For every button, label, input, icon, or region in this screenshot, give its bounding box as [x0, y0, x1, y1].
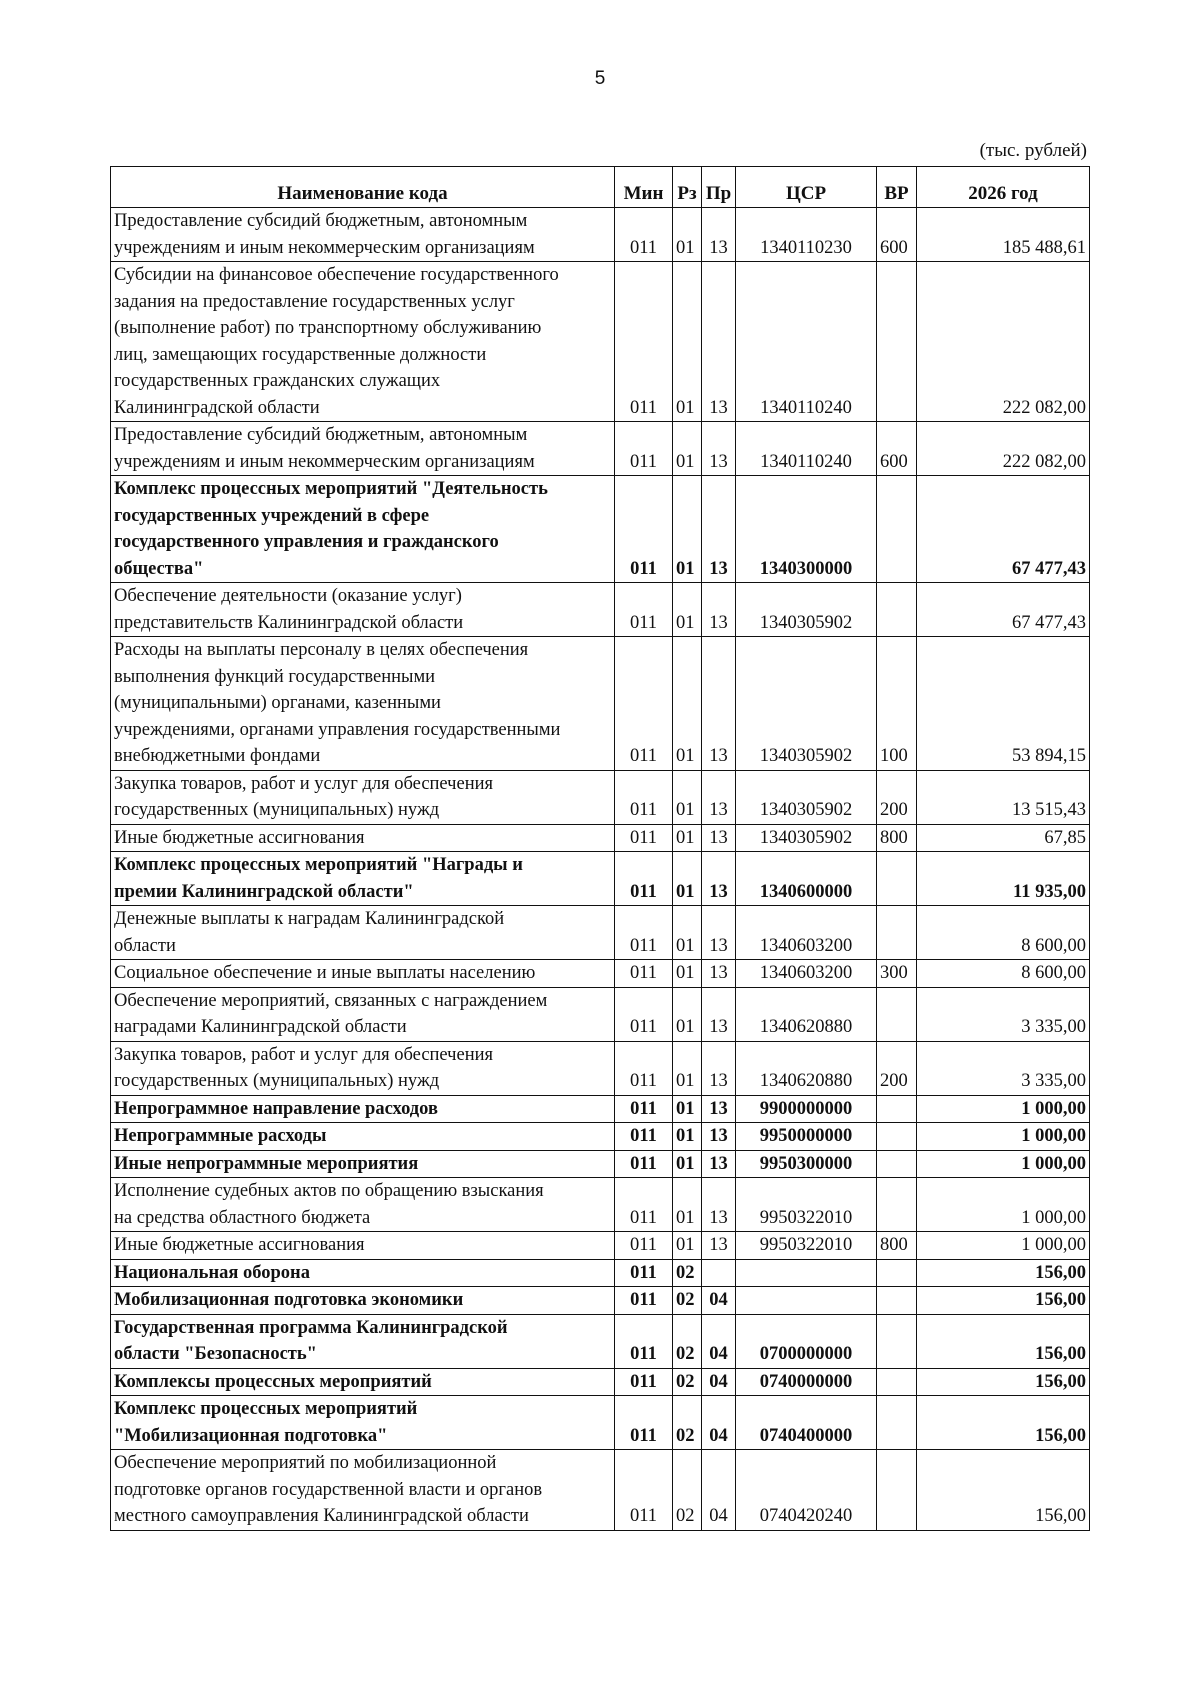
- cell-vr: 600: [877, 208, 917, 262]
- cell-sum: 156,00: [917, 1259, 1090, 1287]
- cell-vr: [877, 1259, 917, 1287]
- cell-pr: 04: [702, 1450, 736, 1531]
- units-label: (тыс. рублей): [979, 140, 1087, 161]
- cell-rz: 01: [673, 1232, 702, 1260]
- cell-sum: 3 335,00: [917, 1041, 1090, 1095]
- cell-sum: 53 894,15: [917, 637, 1090, 771]
- cell-csr: 0700000000: [736, 1314, 877, 1368]
- cell-csr: 1340110240: [736, 422, 877, 476]
- cell-vr: [877, 1150, 917, 1178]
- header-vr: ВР: [877, 167, 917, 208]
- cell-csr: 9950322010: [736, 1232, 877, 1260]
- cell-vr: [877, 852, 917, 906]
- table-row: [111, 1232, 1090, 1260]
- cell-pr: 13: [702, 987, 736, 1041]
- cell-pr: 13: [702, 583, 736, 637]
- cell-vr: [877, 906, 917, 960]
- cell-csr: 9900000000: [736, 1095, 877, 1123]
- cell-csr: 1340305902: [736, 583, 877, 637]
- cell-name: Государственная программа Калининградской области "Безопасность": [111, 1314, 615, 1368]
- cell-pr: 13: [702, 1178, 736, 1232]
- budget-table: [110, 166, 1090, 1531]
- cell-sum: 13 515,43: [917, 770, 1090, 824]
- cell-rz: 01: [673, 824, 702, 852]
- header-csr: ЦСР: [736, 167, 877, 208]
- table-row: [111, 1314, 1090, 1368]
- cell-sum: 8 600,00: [917, 906, 1090, 960]
- cell-csr: 9950322010: [736, 1178, 877, 1232]
- cell-min: 011: [615, 1396, 673, 1450]
- table-row: [111, 1150, 1090, 1178]
- table-row: [111, 1287, 1090, 1315]
- cell-rz: 01: [673, 262, 702, 422]
- cell-csr: 9950300000: [736, 1150, 877, 1178]
- cell-min: 011: [615, 422, 673, 476]
- cell-rz: 01: [673, 852, 702, 906]
- cell-csr: 1340600000: [736, 852, 877, 906]
- cell-rz: 02: [673, 1287, 702, 1315]
- cell-rz: 01: [673, 208, 702, 262]
- cell-sum: 67 477,43: [917, 476, 1090, 583]
- cell-rz: 02: [673, 1450, 702, 1531]
- cell-sum: 11 935,00: [917, 852, 1090, 906]
- cell-vr: [877, 987, 917, 1041]
- table-header-row: [111, 167, 1090, 208]
- cell-pr: 13: [702, 824, 736, 852]
- cell-csr: 1340305902: [736, 770, 877, 824]
- cell-vr: 300: [877, 960, 917, 988]
- cell-vr: 100: [877, 637, 917, 771]
- cell-min: 011: [615, 1150, 673, 1178]
- cell-csr: 1340603200: [736, 906, 877, 960]
- table-row: [111, 960, 1090, 988]
- table-row: [111, 583, 1090, 637]
- cell-name: Иные бюджетные ассигнования: [111, 824, 615, 852]
- cell-rz: 02: [673, 1396, 702, 1450]
- cell-sum: 156,00: [917, 1450, 1090, 1531]
- table-row: [111, 906, 1090, 960]
- cell-vr: 800: [877, 824, 917, 852]
- cell-pr: 13: [702, 906, 736, 960]
- cell-pr: 13: [702, 262, 736, 422]
- cell-csr: 1340603200: [736, 960, 877, 988]
- cell-min: 011: [615, 1259, 673, 1287]
- cell-vr: [877, 1450, 917, 1531]
- table-row: [111, 1041, 1090, 1095]
- cell-sum: 222 082,00: [917, 262, 1090, 422]
- cell-csr: 1340305902: [736, 637, 877, 771]
- cell-vr: 800: [877, 1232, 917, 1260]
- cell-vr: [877, 262, 917, 422]
- cell-min: 011: [615, 1287, 673, 1315]
- cell-name: Предоставление субсидий бюджетным, автономным учреждениям и иным некоммерческим организациям: [111, 422, 615, 476]
- table-row: [111, 476, 1090, 583]
- cell-rz: 01: [673, 1178, 702, 1232]
- table-body: [111, 208, 1090, 1531]
- cell-rz: 01: [673, 476, 702, 583]
- table-row: [111, 1368, 1090, 1396]
- cell-name: Социальное обеспечение и иные выплаты населению: [111, 960, 615, 988]
- table-row: [111, 1123, 1090, 1151]
- cell-sum: 156,00: [917, 1314, 1090, 1368]
- cell-sum: 67,85: [917, 824, 1090, 852]
- cell-min: 011: [615, 1232, 673, 1260]
- cell-name: Комплекс процессных мероприятий "Деятельность государственных учреждений в сфере государственного управления и гражданского общества": [111, 476, 615, 583]
- cell-min: 011: [615, 1314, 673, 1368]
- cell-pr: 13: [702, 637, 736, 771]
- cell-csr: 1340110240: [736, 262, 877, 422]
- cell-name: Комплекс процессных мероприятий "Мобилизационная подготовка": [111, 1396, 615, 1450]
- cell-pr: 13: [702, 1150, 736, 1178]
- cell-name: Исполнение судебных актов по обращению взыскания на средства областного бюджета: [111, 1178, 615, 1232]
- cell-min: 011: [615, 1041, 673, 1095]
- cell-min: 011: [615, 1123, 673, 1151]
- cell-rz: 01: [673, 583, 702, 637]
- table-row: [111, 824, 1090, 852]
- cell-pr: 13: [702, 208, 736, 262]
- table-row: [111, 852, 1090, 906]
- table-row: [111, 1095, 1090, 1123]
- cell-pr: 13: [702, 476, 736, 583]
- cell-min: 011: [615, 208, 673, 262]
- cell-csr: 1340620880: [736, 1041, 877, 1095]
- cell-min: 011: [615, 1368, 673, 1396]
- cell-name: Иные непрограммные мероприятия: [111, 1150, 615, 1178]
- cell-vr: [877, 476, 917, 583]
- cell-rz: 01: [673, 422, 702, 476]
- header-min: Мин: [615, 167, 673, 208]
- cell-name: Обеспечение деятельности (оказание услуг) представительств Калининградской области: [111, 583, 615, 637]
- cell-name: Закупка товаров, работ и услуг для обеспечения государственных (муниципальных) нужд: [111, 770, 615, 824]
- cell-name: Закупка товаров, работ и услуг для обеспечения государственных (муниципальных) нужд: [111, 1041, 615, 1095]
- cell-rz: 01: [673, 987, 702, 1041]
- cell-csr: 1340620880: [736, 987, 877, 1041]
- cell-csr: 9950000000: [736, 1123, 877, 1151]
- table-row: [111, 987, 1090, 1041]
- cell-csr: 1340110230: [736, 208, 877, 262]
- table-row: [111, 262, 1090, 422]
- table-row: [111, 1450, 1090, 1531]
- cell-min: 011: [615, 960, 673, 988]
- table-row: [111, 1178, 1090, 1232]
- cell-vr: [877, 1095, 917, 1123]
- table-row: [111, 422, 1090, 476]
- cell-sum: 1 000,00: [917, 1232, 1090, 1260]
- cell-pr: 04: [702, 1396, 736, 1450]
- cell-min: 011: [615, 476, 673, 583]
- cell-min: 011: [615, 906, 673, 960]
- cell-vr: [877, 1178, 917, 1232]
- cell-pr: 13: [702, 852, 736, 906]
- cell-name: Иные бюджетные ассигнования: [111, 1232, 615, 1260]
- cell-rz: 01: [673, 1041, 702, 1095]
- cell-vr: 200: [877, 770, 917, 824]
- cell-pr: 13: [702, 1095, 736, 1123]
- cell-pr: 13: [702, 422, 736, 476]
- cell-sum: 67 477,43: [917, 583, 1090, 637]
- cell-pr: 04: [702, 1287, 736, 1315]
- cell-vr: [877, 1123, 917, 1151]
- cell-sum: 156,00: [917, 1287, 1090, 1315]
- cell-pr: 13: [702, 1041, 736, 1095]
- cell-pr: 13: [702, 960, 736, 988]
- cell-min: 011: [615, 987, 673, 1041]
- cell-vr: [877, 1368, 917, 1396]
- cell-rz: 01: [673, 637, 702, 771]
- cell-name: Обеспечение мероприятий, связанных с награждением наградами Калининградской области: [111, 987, 615, 1041]
- cell-min: 011: [615, 1450, 673, 1531]
- cell-csr: 1340300000: [736, 476, 877, 583]
- cell-pr: 13: [702, 1232, 736, 1260]
- cell-vr: 600: [877, 422, 917, 476]
- cell-sum: 156,00: [917, 1396, 1090, 1450]
- cell-min: 011: [615, 583, 673, 637]
- header-pr: Пр: [702, 167, 736, 208]
- cell-vr: 200: [877, 1041, 917, 1095]
- cell-name: Непрограммные расходы: [111, 1123, 615, 1151]
- cell-min: 011: [615, 637, 673, 771]
- cell-vr: [877, 1287, 917, 1315]
- cell-pr: 04: [702, 1368, 736, 1396]
- cell-csr: 1340305902: [736, 824, 877, 852]
- cell-min: 011: [615, 1178, 673, 1232]
- cell-sum: 222 082,00: [917, 422, 1090, 476]
- cell-pr: [702, 1259, 736, 1287]
- cell-csr: [736, 1259, 877, 1287]
- table-row: [111, 637, 1090, 771]
- header-sum: 2026 год: [917, 167, 1090, 208]
- cell-sum: 1 000,00: [917, 1178, 1090, 1232]
- cell-name: Мобилизационная подготовка экономики: [111, 1287, 615, 1315]
- cell-sum: 8 600,00: [917, 960, 1090, 988]
- header-name: Наименование кода: [111, 167, 615, 208]
- cell-sum: 1 000,00: [917, 1095, 1090, 1123]
- cell-min: 011: [615, 262, 673, 422]
- cell-name: Комплекс процессных мероприятий "Награды и премии Калининградской области": [111, 852, 615, 906]
- cell-name: Денежные выплаты к наградам Калининградской области: [111, 906, 615, 960]
- cell-min: 011: [615, 770, 673, 824]
- cell-name: Обеспечение мероприятий по мобилизационной подготовке органов государственной власти и органов местного самоуправления Калининградской области: [111, 1450, 615, 1531]
- cell-pr: 13: [702, 1123, 736, 1151]
- cell-csr: 0740000000: [736, 1368, 877, 1396]
- cell-rz: 01: [673, 906, 702, 960]
- cell-csr: [736, 1287, 877, 1315]
- cell-name: Расходы на выплаты персоналу в целях обеспечения выполнения функций государственными (муниципальными) органами, казенными учреждениями, органами управления государственными внебюджетными фондами: [111, 637, 615, 771]
- cell-name: Непрограммное направление расходов: [111, 1095, 615, 1123]
- cell-vr: [877, 583, 917, 637]
- cell-rz: 01: [673, 770, 702, 824]
- cell-rz: 02: [673, 1314, 702, 1368]
- cell-min: 011: [615, 1095, 673, 1123]
- table-row: [111, 1259, 1090, 1287]
- header-rz: Рз: [673, 167, 702, 208]
- cell-csr: 0740420240: [736, 1450, 877, 1531]
- cell-sum: 1 000,00: [917, 1150, 1090, 1178]
- cell-min: 011: [615, 852, 673, 906]
- cell-sum: 185 488,61: [917, 208, 1090, 262]
- cell-rz: 01: [673, 1095, 702, 1123]
- cell-name: Предоставление субсидий бюджетным, автономным учреждениям и иным некоммерческим организациям: [111, 208, 615, 262]
- cell-sum: 3 335,00: [917, 987, 1090, 1041]
- cell-name: Субсидии на финансовое обеспечение государственного задания на предоставление государственных услуг (выполнение работ) по транспортному обслуживанию лиц, замещающих государственные должности государственных гражданских служащих Калининградской области: [111, 262, 615, 422]
- cell-pr: 04: [702, 1314, 736, 1368]
- table-row: [111, 208, 1090, 262]
- page-number: 5: [594, 68, 606, 89]
- cell-min: 011: [615, 824, 673, 852]
- cell-name: Национальная оборона: [111, 1259, 615, 1287]
- cell-name: Комплексы процессных мероприятий: [111, 1368, 615, 1396]
- cell-rz: 02: [673, 1368, 702, 1396]
- table-row: [111, 1396, 1090, 1450]
- cell-rz: 01: [673, 1150, 702, 1178]
- cell-rz: 01: [673, 1123, 702, 1151]
- cell-rz: 02: [673, 1259, 702, 1287]
- cell-vr: [877, 1396, 917, 1450]
- cell-csr: 0740400000: [736, 1396, 877, 1450]
- cell-rz: 01: [673, 960, 702, 988]
- cell-sum: 156,00: [917, 1368, 1090, 1396]
- cell-pr: 13: [702, 770, 736, 824]
- cell-sum: 1 000,00: [917, 1123, 1090, 1151]
- cell-vr: [877, 1314, 917, 1368]
- table-row: [111, 770, 1090, 824]
